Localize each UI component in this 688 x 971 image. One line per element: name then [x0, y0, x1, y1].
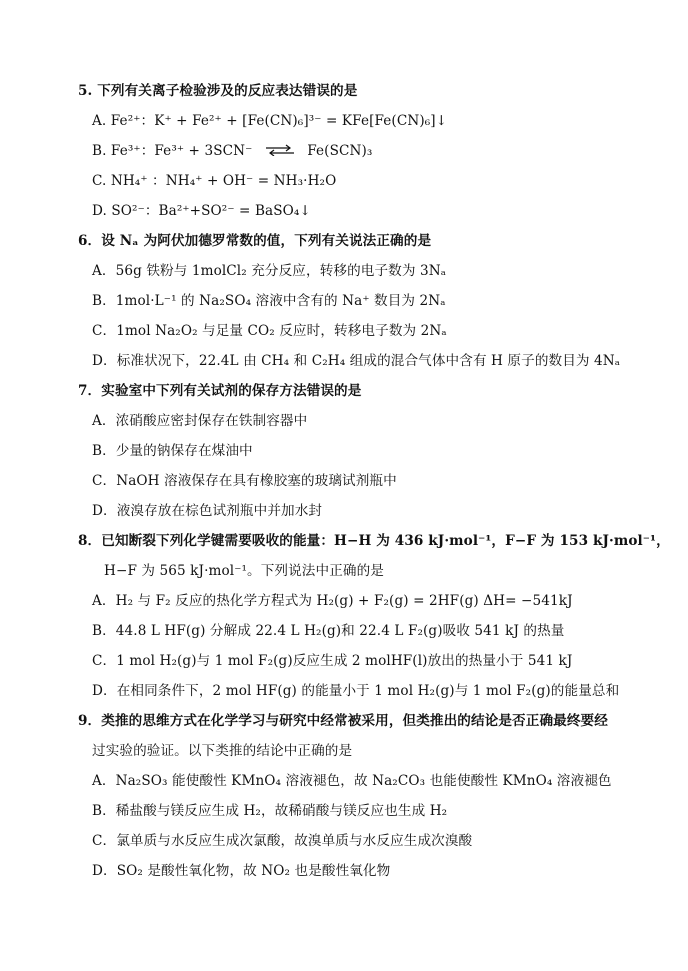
- question-7-option-b: B．少量的钠保存在煤油中: [92, 443, 253, 459]
- question-8-option-b: B．44.8 L HF(g) 分解成 22.4 L H₂(g)和 22.4 L F₂(g)吸收 541 kJ 的热量: [92, 623, 565, 639]
- question-8-option-c: C．1 mol H₂(g)与 1 mol F₂(g)反应生成 2 molHF(l)放出的热量小于 541 kJ: [92, 653, 573, 669]
- question-6-option-c: C．1mol Na₂O₂ 与足量 CO₂ 反应时，转移电子数为 2Nₐ: [92, 323, 447, 339]
- question-7-title: 7．实验室中下列有关试剂的保存方法错误的是: [78, 383, 362, 399]
- question-9-option-b: B．稀盐酸与镁反应生成 H₂，故稀硝酸与镁反应也生成 H₂: [92, 803, 448, 819]
- question-9-option-c: C．氯单质与水反应生成次氯酸，故溴单质与水反应生成次溴酸: [92, 833, 473, 849]
- question-7-option-c: C．NaOH 溶液保存在具有橡胶塞的玻璃试剂瓶中: [92, 473, 397, 489]
- question-8-option-a: A．H₂ 与 F₂ 反应的热化学方程式为 H₂(g) + F₂(g) = 2HF(g) ΔH= −541kJ: [92, 593, 573, 609]
- question-8-title-line-1: 8．已知断裂下列化学键需要吸收的能量：H−H 为 436 kJ·mol⁻¹，F−F 为 153 kJ·mol⁻¹，: [78, 533, 670, 549]
- question-6-title: 6．设 Nₐ 为阿伏加德罗常数的值，下列有关说法正确的是: [78, 233, 432, 249]
- question-5-option-a: A. Fe²⁺：K⁺ + Fe²⁺ + [Fe(CN)₆]³⁻ = KFe[Fe(CN)₆]↓: [92, 113, 448, 129]
- question-5-option-b-right: Fe(SCN)₃: [307, 143, 373, 159]
- question-6-option-d: D．标准状况下，22.4L 由 CH₄ 和 C₂H₄ 组成的混合气体中含有 H 原子的数目为 4Nₐ: [92, 353, 621, 369]
- question-6-option-a: A．56g 铁粉与 1molCl₂ 充分反应，转移的电子数为 3Nₐ: [92, 263, 447, 279]
- question-5-option-b-left: B. Fe³⁺：Fe³⁺ + 3SCN⁻: [92, 143, 253, 159]
- question-8-title-line-2: H−F 为 565 kJ·mol⁻¹。下列说法中正确的是: [104, 563, 384, 579]
- question-9-option-a: A．Na₂SO₃ 能使酸性 KMnO₄ 溶液褪色，故 Na₂CO₃ 也能使酸性 KMnO₄ 溶液褪色: [92, 773, 612, 789]
- question-7-option-d: D．液溴存放在棕色试剂瓶中并加水封: [92, 503, 323, 519]
- question-5-option-d: D. SO²⁻：Ba²⁺+SO²⁻ = BaSO₄↓: [92, 203, 311, 219]
- question-5-title: 5. 下列有关离子检验涉及的反应表达错误的是: [78, 83, 358, 99]
- question-7-option-a: A．浓硝酸应密封保存在铁制容器中: [92, 413, 308, 429]
- equilibrium-arrow-icon: [265, 143, 295, 161]
- question-6-option-b: B．1mol·L⁻¹ 的 Na₂SO₄ 溶液中含有的 Na⁺ 数目为 2Nₐ: [92, 293, 446, 309]
- question-5-option-c: C. NH₄⁺ ：NH₄⁺ + OH⁻ = NH₃·H₂O: [92, 173, 337, 189]
- question-5-option-b: [92, 142, 372, 161]
- question-9-title-line-2: 过实验的验证。以下类推的结论中正确的是: [92, 743, 353, 759]
- question-9-title-line-1: 9．类推的思维方式在化学学习与研究中经常被采用，但类推出的结论是否正确最终要经: [78, 713, 608, 729]
- question-8-option-d: D．在相同条件下，2 mol HF(g) 的能量小于 1 mol H₂(g)与 1 mol F₂(g)的能量总和: [92, 683, 620, 699]
- question-9-option-d: D．SO₂ 是酸性氧化物，故 NO₂ 也是酸性氧化物: [92, 863, 391, 879]
